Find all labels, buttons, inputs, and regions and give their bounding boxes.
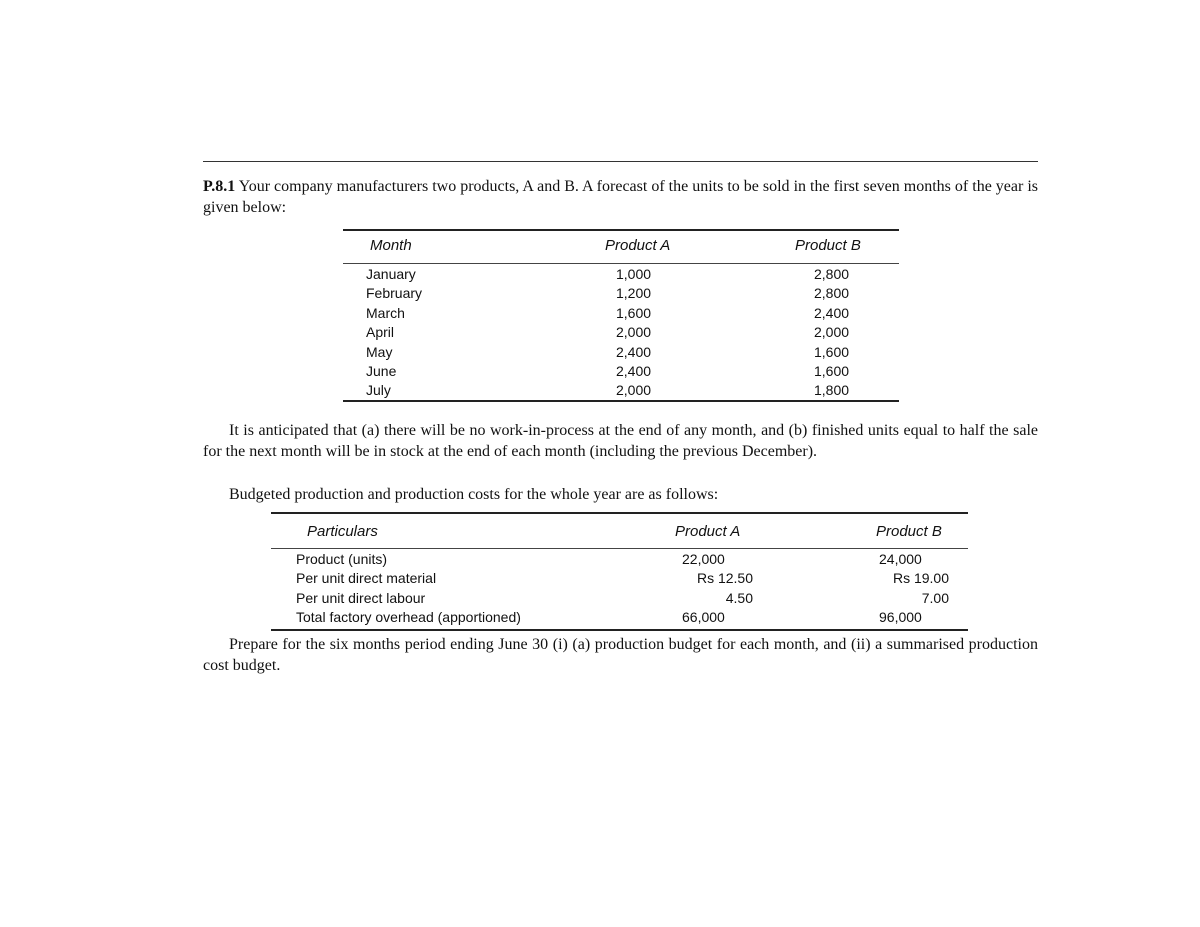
table-cell: 22,000: [682, 551, 725, 567]
table-cell: 1,200: [616, 285, 652, 302]
cost-table-bottom-rule: [271, 629, 968, 631]
forecast-table-header-rule: [343, 263, 899, 264]
forecast-header-product-a: Product A: [605, 237, 671, 254]
table-cell: 2,000: [616, 382, 652, 399]
forecast-table-bottom-rule: [343, 400, 899, 402]
forecast-header-product-b: Product B: [795, 237, 861, 254]
assumptions-paragraph: It is anticipated that (a) there will be no work-in-process at the end of any month, and (b) finished units equal to half the sale for the next month will be in stock at the end of each month (including the previous December).: [203, 422, 1038, 460]
cost-table-header-rule: [271, 548, 968, 549]
table-cell: 2,000: [616, 324, 652, 341]
table-cell: 66,000: [682, 609, 725, 626]
table-cell: 1,600: [814, 343, 850, 360]
problem-intro-text: Your company manufacturers two products, A and B. A forecast of the units to be sold in the first seven months of the year is given below:: [203, 178, 1039, 216]
table-cell: 1,000: [616, 266, 652, 282]
forecast-col-product-b: [814, 265, 849, 401]
table-cell: January: [366, 266, 416, 282]
table-cell: May: [366, 343, 393, 360]
table-cell: Per unit direct labour: [296, 589, 426, 606]
forecast-header-month: Month: [370, 237, 412, 254]
table-cell: Rs 19.00: [892, 570, 949, 587]
budget-intro-paragraph: Budgeted production and production costs for the whole year are as follows:: [229, 486, 719, 503]
problem-number: P.8.1: [203, 178, 236, 195]
table-cell: 2,000: [814, 324, 850, 341]
cost-table-top-rule: [271, 512, 968, 514]
table-cell: 7.00: [921, 589, 949, 606]
table-cell: Product (units): [296, 551, 388, 567]
forecast-table-top-rule: [343, 229, 899, 231]
table-cell: April: [366, 324, 395, 341]
table-cell: Per unit direct material: [296, 570, 437, 587]
table-cell: 2,400: [814, 304, 850, 321]
table-cell: Total factory overhead (apportioned): [296, 609, 521, 626]
table-cell: June: [366, 363, 397, 380]
instructions-paragraph: Prepare for the six months period ending June 30 (i) (a) production budget for each month, and (ii) a summarised production cost budget.: [203, 636, 1038, 674]
top-rule: [203, 161, 1038, 162]
table-cell: 4.50: [725, 589, 753, 606]
table-cell: Rs 12.50: [696, 570, 753, 587]
table-cell: 1,600: [616, 304, 652, 321]
problem-intro: [203, 176, 1038, 218]
cost-header-product-b: Product B: [876, 523, 942, 540]
forecast-col-product-a: [616, 265, 651, 401]
table-cell: July: [366, 382, 391, 399]
forecast-col-month: [366, 265, 422, 401]
cost-col-particulars: [296, 550, 521, 628]
cost-col-product-a: [682, 550, 753, 628]
table-cell: 2,800: [814, 285, 850, 302]
table-cell: 1,600: [814, 363, 850, 380]
cost-col-product-b: [879, 550, 949, 628]
table-cell: 2,800: [814, 266, 850, 282]
table-cell: 2,400: [616, 343, 652, 360]
cost-header-particulars: Particulars: [307, 523, 378, 540]
table-cell: 96,000: [879, 609, 922, 626]
cost-header-product-a: Product A: [675, 523, 741, 540]
table-cell: 24,000: [879, 551, 922, 567]
table-cell: February: [366, 285, 423, 302]
table-cell: 2,400: [616, 363, 652, 380]
table-cell: 1,800: [814, 382, 850, 399]
table-cell: March: [366, 304, 405, 321]
